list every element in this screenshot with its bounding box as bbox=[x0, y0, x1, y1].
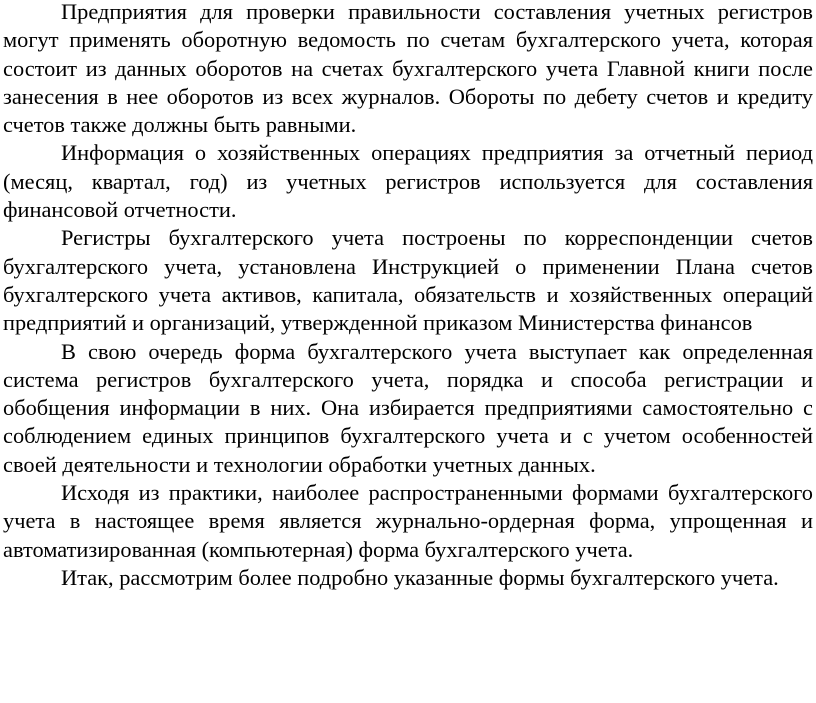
paragraph-trial-balance: Предприятия для проверки правильности составления учетных регистров могут применять оборотную ведомость по счетам бухгалтерского учета, которая состоит из данных оборотов на счетах бухгалтерского учета Главной книги после занесения в нее оборотов из всех журналов. Обороты по дебету счетов и кредиту счетов также должны быть равными. bbox=[3, 0, 813, 138]
paragraph-financial-reporting: Информация о хозяйственных операциях предприятия за отчетный период (месяц, квартал, год) из учетных регистров используется для составления финансовой отчетности. bbox=[3, 140, 813, 223]
paragraph-accounting-form: В свою очередь форма бухгалтерского учета выступает как определенная система регистров бухгалтерского учета, порядка и способа регистрации и обобщения информации в них. Она избирается предприятиями самостоятельно с соблюдением единых принципов бухгалтерского учета и с учетом особенностей своей деятельности и технологии обработки учетных данных. bbox=[3, 338, 813, 477]
paragraph-conclusion: Итак, рассмотрим более подробно указанные формы бухгалтерского учета. bbox=[61, 564, 779, 590]
paragraph-registers-structure: Регистры бухгалтерского учета построены по корреспонденции счетов бухгалтерского учета, установлена Инструкцией о применении Плана счетов бухгалтерского учета активов, капитала, обязательств и хозяйственных операций предприятий и организаций, утвержденной приказом Министерства финансов bbox=[3, 225, 813, 336]
paragraph-common-forms: Исходя из практики, наиболее распространенными формами бухгалтерского учета в настоящее время является журнально-ордерная форма, упрощенная и автоматизированная (компьютерная) форма бухгалтерского учета. bbox=[3, 480, 813, 562]
